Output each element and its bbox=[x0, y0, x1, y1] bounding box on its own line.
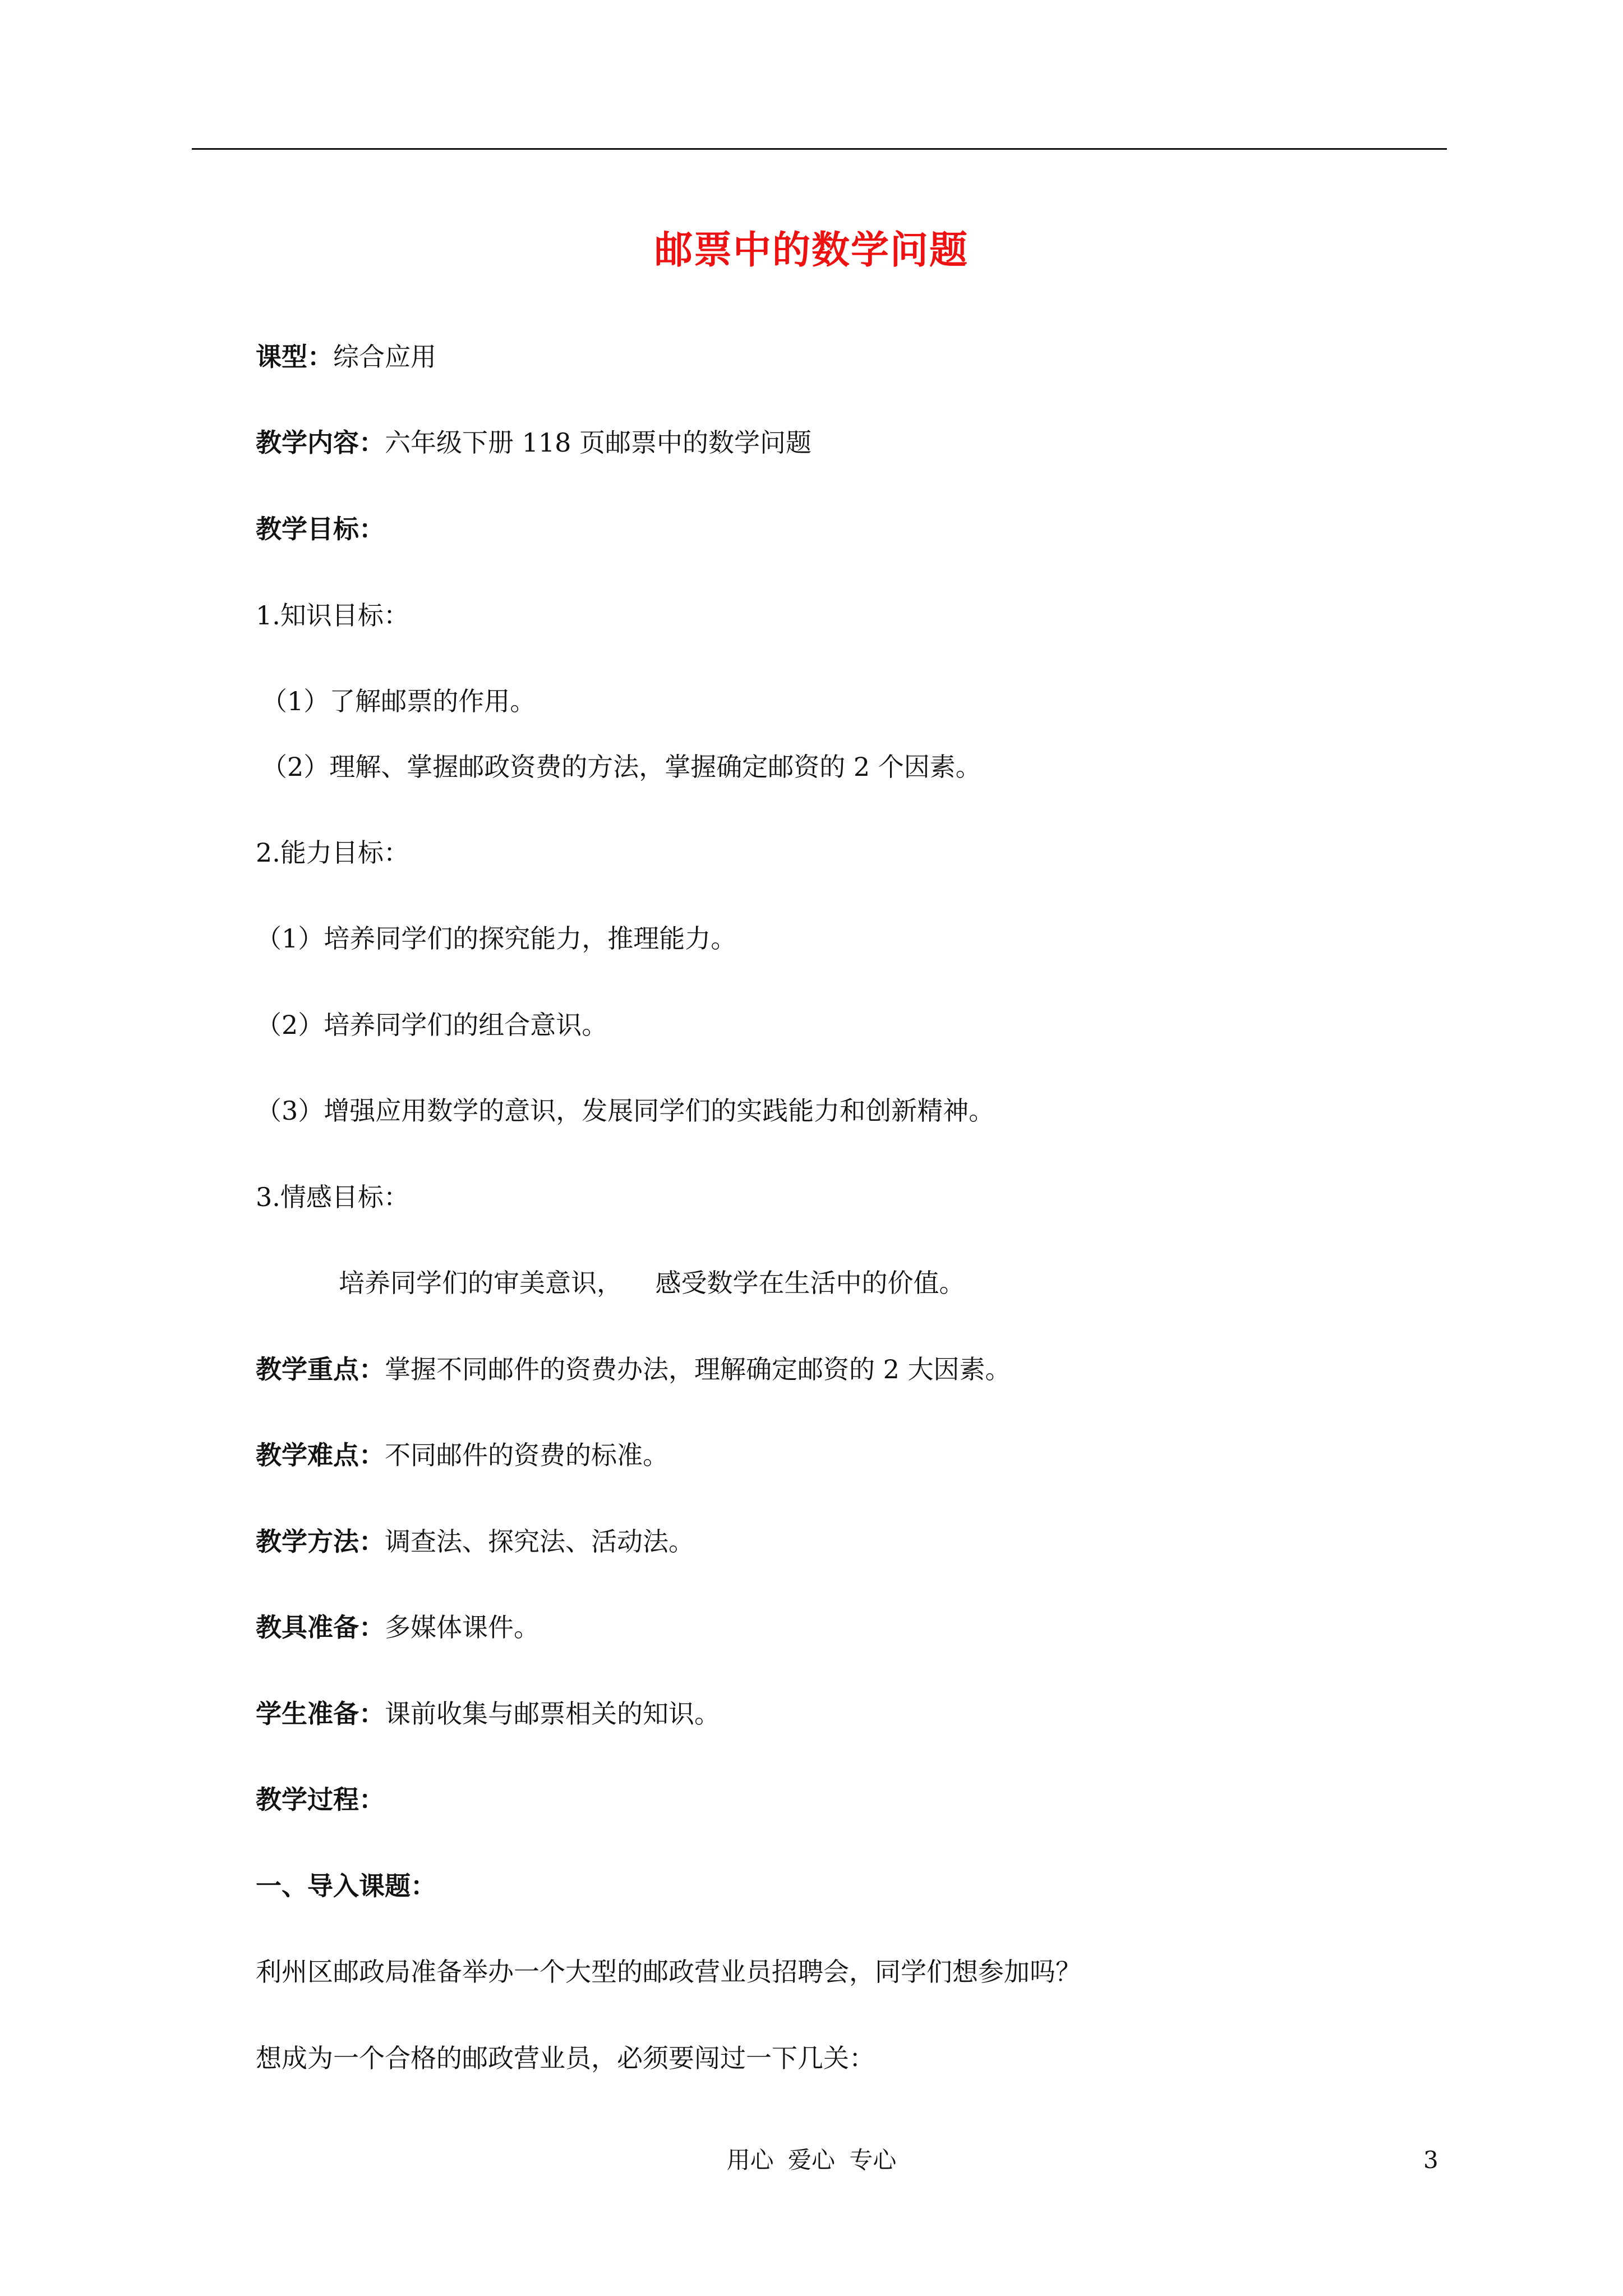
difficulty-label: 教学难点： bbox=[256, 1440, 385, 1470]
section1-heading: 一、导入课题： bbox=[256, 1871, 436, 1901]
knowledge-item-2: （2）理解、掌握邮政资费的方法，掌握确定邮资的 2 个因素。 bbox=[261, 752, 981, 782]
knowledge-item-1: （1）了解邮票的作用。 bbox=[261, 686, 536, 716]
key-point-line bbox=[256, 1356, 1011, 1382]
paragraph-2: 想成为一个合格的邮政营业员，必须要闯过一下几关： bbox=[256, 2043, 875, 2073]
method-label: 教学方法： bbox=[256, 1526, 385, 1557]
header-rule bbox=[192, 148, 1447, 150]
footer-slogan: 用心 爱心 专心 bbox=[726, 2146, 897, 2174]
document-title: 邮票中的数学问题 bbox=[654, 228, 969, 273]
emotion-text: 培养同学们的审美意识， 感受数学在生活中的价值。 bbox=[339, 1268, 965, 1298]
tools-line bbox=[256, 1614, 540, 1640]
method-value: 调查法、探究法、活动法。 bbox=[385, 1526, 694, 1557]
content-value: 六年级下册 118 页邮票中的数学问题 bbox=[385, 427, 812, 458]
content-label: 教学内容： bbox=[256, 427, 385, 458]
key-point-label: 教学重点： bbox=[256, 1354, 385, 1384]
student-prep-label: 学生准备： bbox=[256, 1699, 385, 1729]
key-point-value: 掌握不同邮件的资费办法，理解确定邮资的 2 大因素。 bbox=[385, 1354, 1011, 1384]
difficulty-value: 不同邮件的资费的标准。 bbox=[385, 1440, 668, 1470]
method-line bbox=[256, 1526, 694, 1557]
lesson-type-value: 综合应用 bbox=[333, 342, 436, 372]
ability-item-2: （2）培养同学们的组合意识。 bbox=[256, 1010, 608, 1040]
page-number: 3 bbox=[1423, 2146, 1438, 2174]
content-line bbox=[256, 427, 812, 458]
student-prep-value: 课前收集与邮票相关的知识。 bbox=[385, 1699, 720, 1729]
tools-label: 教具准备： bbox=[256, 1612, 385, 1642]
objectives-heading: 教学目标： bbox=[256, 514, 385, 544]
ability-heading: 2.能力目标： bbox=[256, 838, 409, 868]
lesson-type-line bbox=[256, 344, 436, 370]
student-prep-line bbox=[256, 1701, 720, 1727]
emotion-heading: 3.情感目标： bbox=[256, 1182, 409, 1212]
lesson-type-label: 课型： bbox=[256, 342, 333, 372]
ability-item-3: （3）增强应用数学的意识，发展同学们的实践能力和创新精神。 bbox=[256, 1096, 995, 1126]
process-heading: 教学过程： bbox=[256, 1784, 385, 1815]
difficulty-line bbox=[256, 1442, 668, 1468]
ability-item-1: （1）培养同学们的探究能力，推理能力。 bbox=[256, 923, 737, 954]
knowledge-heading: 1.知识目标： bbox=[256, 600, 409, 631]
tools-value: 多媒体课件。 bbox=[385, 1612, 540, 1642]
paragraph-1: 利州区邮政局准备举办一个大型的邮政营业员招聘会，同学们想参加吗？ bbox=[256, 1957, 1081, 1987]
